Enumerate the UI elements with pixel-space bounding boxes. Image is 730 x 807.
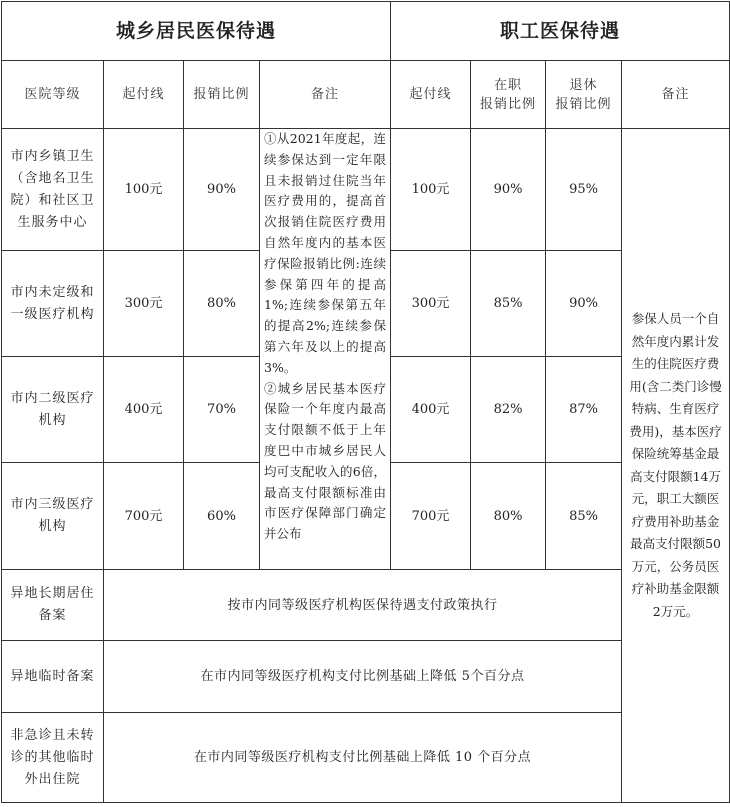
- employee-threshold-cell: 700元: [391, 463, 471, 570]
- header-row: [2, 61, 730, 129]
- header-employee-note: 备注: [622, 61, 730, 129]
- employee-active-ratio-cell: 90%: [471, 129, 546, 251]
- employee-retired-ratio-cell: 87%: [546, 357, 622, 463]
- header-resident-threshold: 起付线: [104, 61, 184, 129]
- extra-row: [2, 641, 730, 713]
- level-cell: 市内乡镇卫生（含地名卫生院）和社区卫生服务中心: [2, 129, 104, 251]
- resident-ratio-cell: 80%: [184, 251, 260, 357]
- extra-text-cell: 在市内同等级医疗机构支付比例基础上降低 5个百分点: [104, 641, 622, 713]
- extra-row: [2, 713, 730, 803]
- level-cell: 市内未定级和一级医疗机构: [2, 251, 104, 357]
- header-employee-threshold: 起付线: [391, 61, 471, 129]
- employee-active-ratio-cell: 80%: [471, 463, 546, 570]
- employee-threshold-cell: 400元: [391, 357, 471, 463]
- resident-note-cell: ①从2021年度起，连续参保达到一定年限且未报销过住院当年医疗费用的，提高首次报销住院医疗费用自然年度内的基本医疗保险报销比例:连续参保第四年的提高1%;连续参保第五年的提高2%;连续参保第六年及以上的提高3%。 ②城乡居民基本医疗保险一个年度内最高支付限额不低于上年度巴中市城乡居民人均可支配收入的6倍，最高支付限额标准由市医疗保障部门确定并公布: [260, 129, 391, 570]
- medical-insurance-table: [1, 1, 730, 803]
- employee-retired-ratio-cell: 95%: [546, 129, 622, 251]
- employee-threshold-cell: 300元: [391, 251, 471, 357]
- employee-retired-ratio-cell: 90%: [546, 251, 622, 357]
- header-employee-retired-ratio: 退休 报销比例: [546, 61, 622, 129]
- extra-text-cell: 在市内同等级医疗机构支付比例基础上降低 10 个百分点: [104, 713, 622, 803]
- employee-retired-ratio-cell: 85%: [546, 463, 622, 570]
- extra-label-cell: 非急诊且未转诊的其他临时外出住院: [2, 713, 104, 803]
- employee-threshold-cell: 100元: [391, 129, 471, 251]
- employee-note-cell: 参保人员一个自然年度内累计发生的住院医疗费用(含二类门诊慢特病、生育医疗费用)，基本医疗保险统筹基金最高支付限额14万元，职工大额医疗费用补助基金最高支付限额50万元，公务员医疗补助基金限额2万元。: [622, 129, 730, 803]
- header-level: 医院等级: [2, 61, 104, 129]
- level-cell: 市内三级医疗机构: [2, 463, 104, 570]
- employee-active-ratio-cell: 85%: [471, 251, 546, 357]
- employee-active-ratio-cell: 82%: [471, 357, 546, 463]
- extra-row: [2, 570, 730, 641]
- resident-ratio-cell: 70%: [184, 357, 260, 463]
- header-resident-note: 备注: [260, 61, 391, 129]
- resident-threshold-cell: 100元: [104, 129, 184, 251]
- header-employee-active-ratio: 在职 报销比例: [471, 61, 546, 129]
- extra-label-cell: 异地临时备案: [2, 641, 104, 713]
- extra-label-cell: 异地长期居住备案: [2, 570, 104, 641]
- resident-ratio-cell: 90%: [184, 129, 260, 251]
- title-row: [2, 2, 730, 61]
- resident-ratio-cell: 60%: [184, 463, 260, 570]
- resident-threshold-cell: 400元: [104, 357, 184, 463]
- table-row: [2, 129, 730, 251]
- resident-threshold-cell: 300元: [104, 251, 184, 357]
- level-cell: 市内二级医疗机构: [2, 357, 104, 463]
- header-resident-ratio: 报销比例: [184, 61, 260, 129]
- employee-title: 职工医保待遇: [391, 2, 730, 61]
- resident-threshold-cell: 700元: [104, 463, 184, 570]
- extra-text-cell: 按市内同等级医疗机构医保待遇支付政策执行: [104, 570, 622, 641]
- resident-title: 城乡居民医保待遇: [2, 2, 391, 61]
